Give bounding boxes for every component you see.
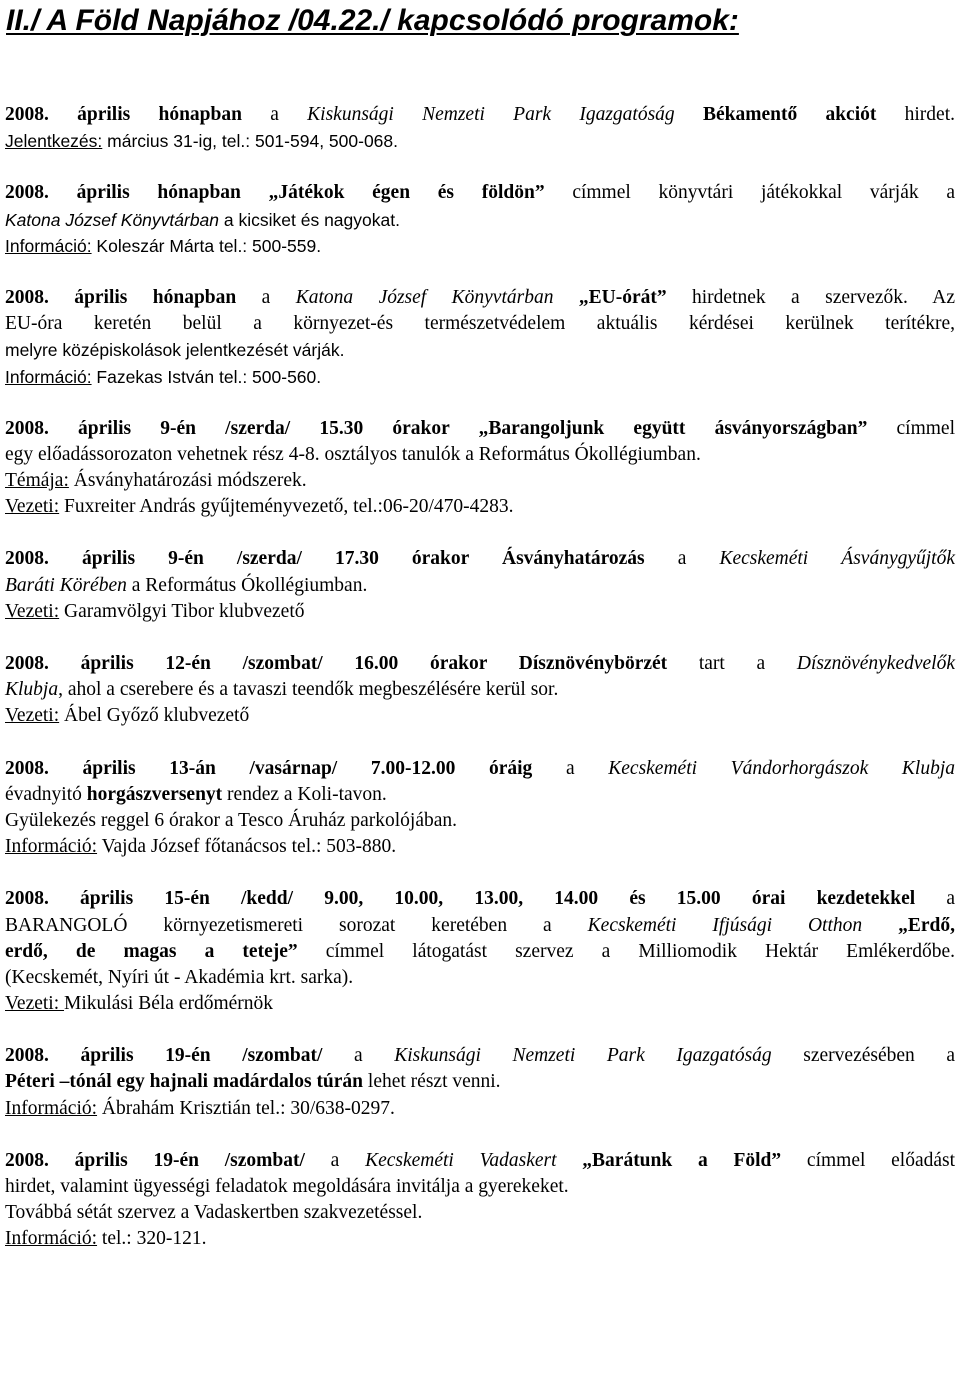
text-run: a xyxy=(915,888,955,910)
event-name: horgászversenyt xyxy=(86,783,223,805)
text-line xyxy=(5,1148,955,1174)
text-line xyxy=(5,442,955,468)
organizer-name: Kecskeméti Ásványgyűjtők xyxy=(719,548,955,570)
text-line xyxy=(5,756,955,782)
text-line xyxy=(5,102,955,128)
text-run: lehet részt venni. xyxy=(363,1071,501,1093)
date-text: 2008. április 19-én /szombat/ xyxy=(5,1045,323,1067)
contact-text: Ábel Győző klubvezető xyxy=(59,705,250,727)
organizer-name: Kiskunsági Nemzeti Park Igazgatóság xyxy=(307,104,675,125)
text-run xyxy=(862,915,898,936)
text-line xyxy=(5,808,955,834)
organizer-name: Klubja xyxy=(5,679,59,701)
event-name: Békamentő akciót xyxy=(702,104,877,125)
text-line xyxy=(5,834,955,860)
text-line xyxy=(5,128,955,154)
organizer-name: Kecskeméti Vadaskert xyxy=(365,1149,557,1171)
text-run: szervezésében a xyxy=(771,1045,956,1067)
program-item xyxy=(5,180,955,259)
text-line xyxy=(5,546,955,572)
date-text: 2008. április 13-án /vasárnap/ 7.00-12.00 óráig xyxy=(5,757,533,779)
text-run: egy előadássorozaton vehetnek rész 4-8. osztályos tanulók a Református Ókollégiumban. xyxy=(5,443,701,465)
event-title: 2008. április 9-én /szerda/ 17.30 órakor Ásványhatározás xyxy=(5,548,645,570)
contact-text: Fazekas István tel.: 500-560. xyxy=(91,366,322,387)
text-line xyxy=(5,337,955,363)
text-line xyxy=(5,364,955,390)
text-run: melyre középiskolások jelentkezését várják. xyxy=(5,340,345,361)
event-title: 2008. április hónapban „Játékok égen és földön” xyxy=(5,182,545,204)
venue-name: Katona József Könyvtárban xyxy=(295,286,554,308)
text-run: címmel könyvtári játékokkal várják a xyxy=(544,182,955,204)
field-label: Vezeti: xyxy=(5,496,60,518)
text-line xyxy=(5,1226,955,1252)
text-run: tart a xyxy=(667,653,797,674)
text-line xyxy=(5,468,955,494)
contact-text: Ábrahám Krisztián tel.: 30/638-0297. xyxy=(97,1097,395,1119)
field-label: Információ: xyxy=(5,1228,98,1250)
text-line xyxy=(5,1200,955,1226)
text-run: címmel előadást xyxy=(781,1149,956,1171)
text-line xyxy=(5,991,955,1017)
event-name: erdő, de magas a teteje” xyxy=(5,940,298,962)
program-item xyxy=(5,416,955,521)
contact-text: Fuxreiter András gyűjteményvezető, tel.:06-20/470-4283. xyxy=(59,496,514,518)
program-item xyxy=(5,102,955,154)
text-run: Az xyxy=(907,286,956,308)
text-run: címmel látogatást szervez a Milliomodik Hektár Emlékerdőbe. xyxy=(297,940,955,962)
program-item xyxy=(5,285,955,390)
text-line xyxy=(5,599,955,625)
text-line xyxy=(5,677,955,703)
organizer-name: Kecskeméti Ifjúsági Otthon xyxy=(587,914,863,936)
text-run: a xyxy=(241,104,308,125)
text-run: a Református Ókollégiumban. xyxy=(126,574,368,596)
contact-text: Mikulási Béla erdőmérnök xyxy=(64,993,274,1015)
field-label: Információ: xyxy=(5,836,98,858)
program-item xyxy=(5,651,955,730)
text-line xyxy=(5,285,955,311)
page-title: II./ A Föld Napjához /04.22./ kapcsolódó programok: xyxy=(6,4,739,37)
text-line xyxy=(5,913,955,939)
organizer-name: Kecskeméti Vándorhorgászok Klubja xyxy=(608,757,955,779)
text-run: Gyülekezés reggel 6 órakor a Tesco Áruház parkolójában. xyxy=(5,809,458,831)
text-run: EU-óra keretén belül a környezet-és természetvédelem aktuális kérdései kerülnek terítékre, xyxy=(5,313,955,335)
text-line xyxy=(5,651,955,677)
text-line xyxy=(5,939,955,965)
text-line xyxy=(5,180,955,206)
text-line xyxy=(5,1174,955,1200)
event-name: „Erdő, xyxy=(898,914,955,936)
text-line xyxy=(5,494,955,520)
field-label: Témája: xyxy=(5,470,69,492)
text-run: a xyxy=(304,1149,366,1171)
text-line xyxy=(5,1069,955,1095)
text-line xyxy=(5,965,955,991)
organizer-name: Baráti Körében xyxy=(5,574,127,596)
text-run: hirdet, valamint ügyességi feladatok megoldására invitálja a gyerekeket. xyxy=(5,1176,569,1197)
field-label: Vezeti: xyxy=(5,600,60,622)
text-line xyxy=(5,886,955,912)
text-run: a xyxy=(532,757,609,779)
text-run: Továbbá sétát szervez a Vadaskertben szakvezetéssel. xyxy=(5,1202,423,1224)
text-line xyxy=(5,311,955,337)
text-run: hirdetnek a szervezők. xyxy=(666,286,908,308)
text-line xyxy=(5,207,955,233)
text-run: (Kecskemét, Nyíri út - Akadémia krt. sarka). xyxy=(5,966,354,988)
text-run: címmel xyxy=(867,417,955,439)
contact-text: Koleszár Márta tel.: 500-559. xyxy=(91,235,322,256)
text-line xyxy=(5,1043,955,1069)
event-name: Péteri –tónál egy hajnali madárdalos túrán xyxy=(5,1071,364,1093)
contact-text: tel.: 320-121. xyxy=(97,1228,207,1250)
text-line xyxy=(5,703,955,729)
text-run xyxy=(557,1150,583,1171)
event-title: 2008. április 9-én /szerda/ 15.30 órakor „Barangoljunk együtt ásványországban” xyxy=(5,417,868,439)
text-run: évadnyitó xyxy=(5,783,87,805)
date-text: 2008. április 19-én /szombat/ xyxy=(5,1149,305,1171)
event-name: „EU-órát” xyxy=(578,286,667,308)
event-title: 2008. április 12-én /szombat/ 16.00 órakor Dísznövénybörzét xyxy=(5,653,668,674)
contact-text: március 31-ig, tel.: 501-594, 500-068. xyxy=(102,131,399,152)
field-label: Vezeti: xyxy=(5,993,65,1015)
text-run: hirdet. xyxy=(876,104,955,125)
organizer-name: Kiskunsági Nemzeti Park Igazgatóság xyxy=(394,1045,772,1067)
text-run: a xyxy=(322,1045,395,1067)
text-run: , ahol a cserebere és a tavaszi teendők megbeszélésére kerül sor. xyxy=(58,679,559,701)
program-item xyxy=(5,1148,955,1253)
field-label: Vezeti: xyxy=(5,705,60,727)
text-run: rendez a Koli-tavon. xyxy=(222,783,387,805)
text-run xyxy=(553,287,578,308)
text-line xyxy=(5,416,955,442)
event-title: 2008. április 15-én /kedd/ 9.00, 10.00, 13.00, 14.00 és 15.00 órai kezdetekkel xyxy=(5,888,916,910)
text-run: a xyxy=(644,548,720,570)
field-label: Információ: xyxy=(5,366,92,387)
contact-text: Vajda József főtanácsos tel.: 503-880. xyxy=(97,836,397,858)
contact-text: Garamvölgyi Tibor klubvezető xyxy=(59,600,305,622)
event-name: „Barátunk a Föld” xyxy=(582,1149,782,1171)
venue-name: Katona József Könyvtárban xyxy=(5,209,220,230)
text-line xyxy=(5,573,955,599)
date-text: 2008. április hónapban xyxy=(5,104,242,125)
text-line xyxy=(5,233,955,259)
text-line xyxy=(5,1096,955,1122)
field-label: Jelentkezés: xyxy=(5,131,103,152)
program-item xyxy=(5,1043,955,1122)
text-run: BARANGOLÓ környezetismereti sorozat keretében a xyxy=(5,914,588,936)
field-label: Információ: xyxy=(5,1097,98,1119)
document-body xyxy=(5,102,955,1279)
program-item xyxy=(5,886,955,1017)
date-text: 2008. április hónapban xyxy=(5,286,237,308)
field-label: Információ: xyxy=(5,235,92,256)
organizer-name: Dísznövénykedvelők xyxy=(796,653,955,674)
text-run: Ásványhatározási módszerek. xyxy=(68,470,307,492)
program-item xyxy=(5,756,955,861)
text-run xyxy=(675,104,703,125)
text-run: a xyxy=(236,286,296,308)
text-run: a kicsiket és nagyokat. xyxy=(219,209,400,230)
text-line xyxy=(5,782,955,808)
program-item xyxy=(5,546,955,625)
